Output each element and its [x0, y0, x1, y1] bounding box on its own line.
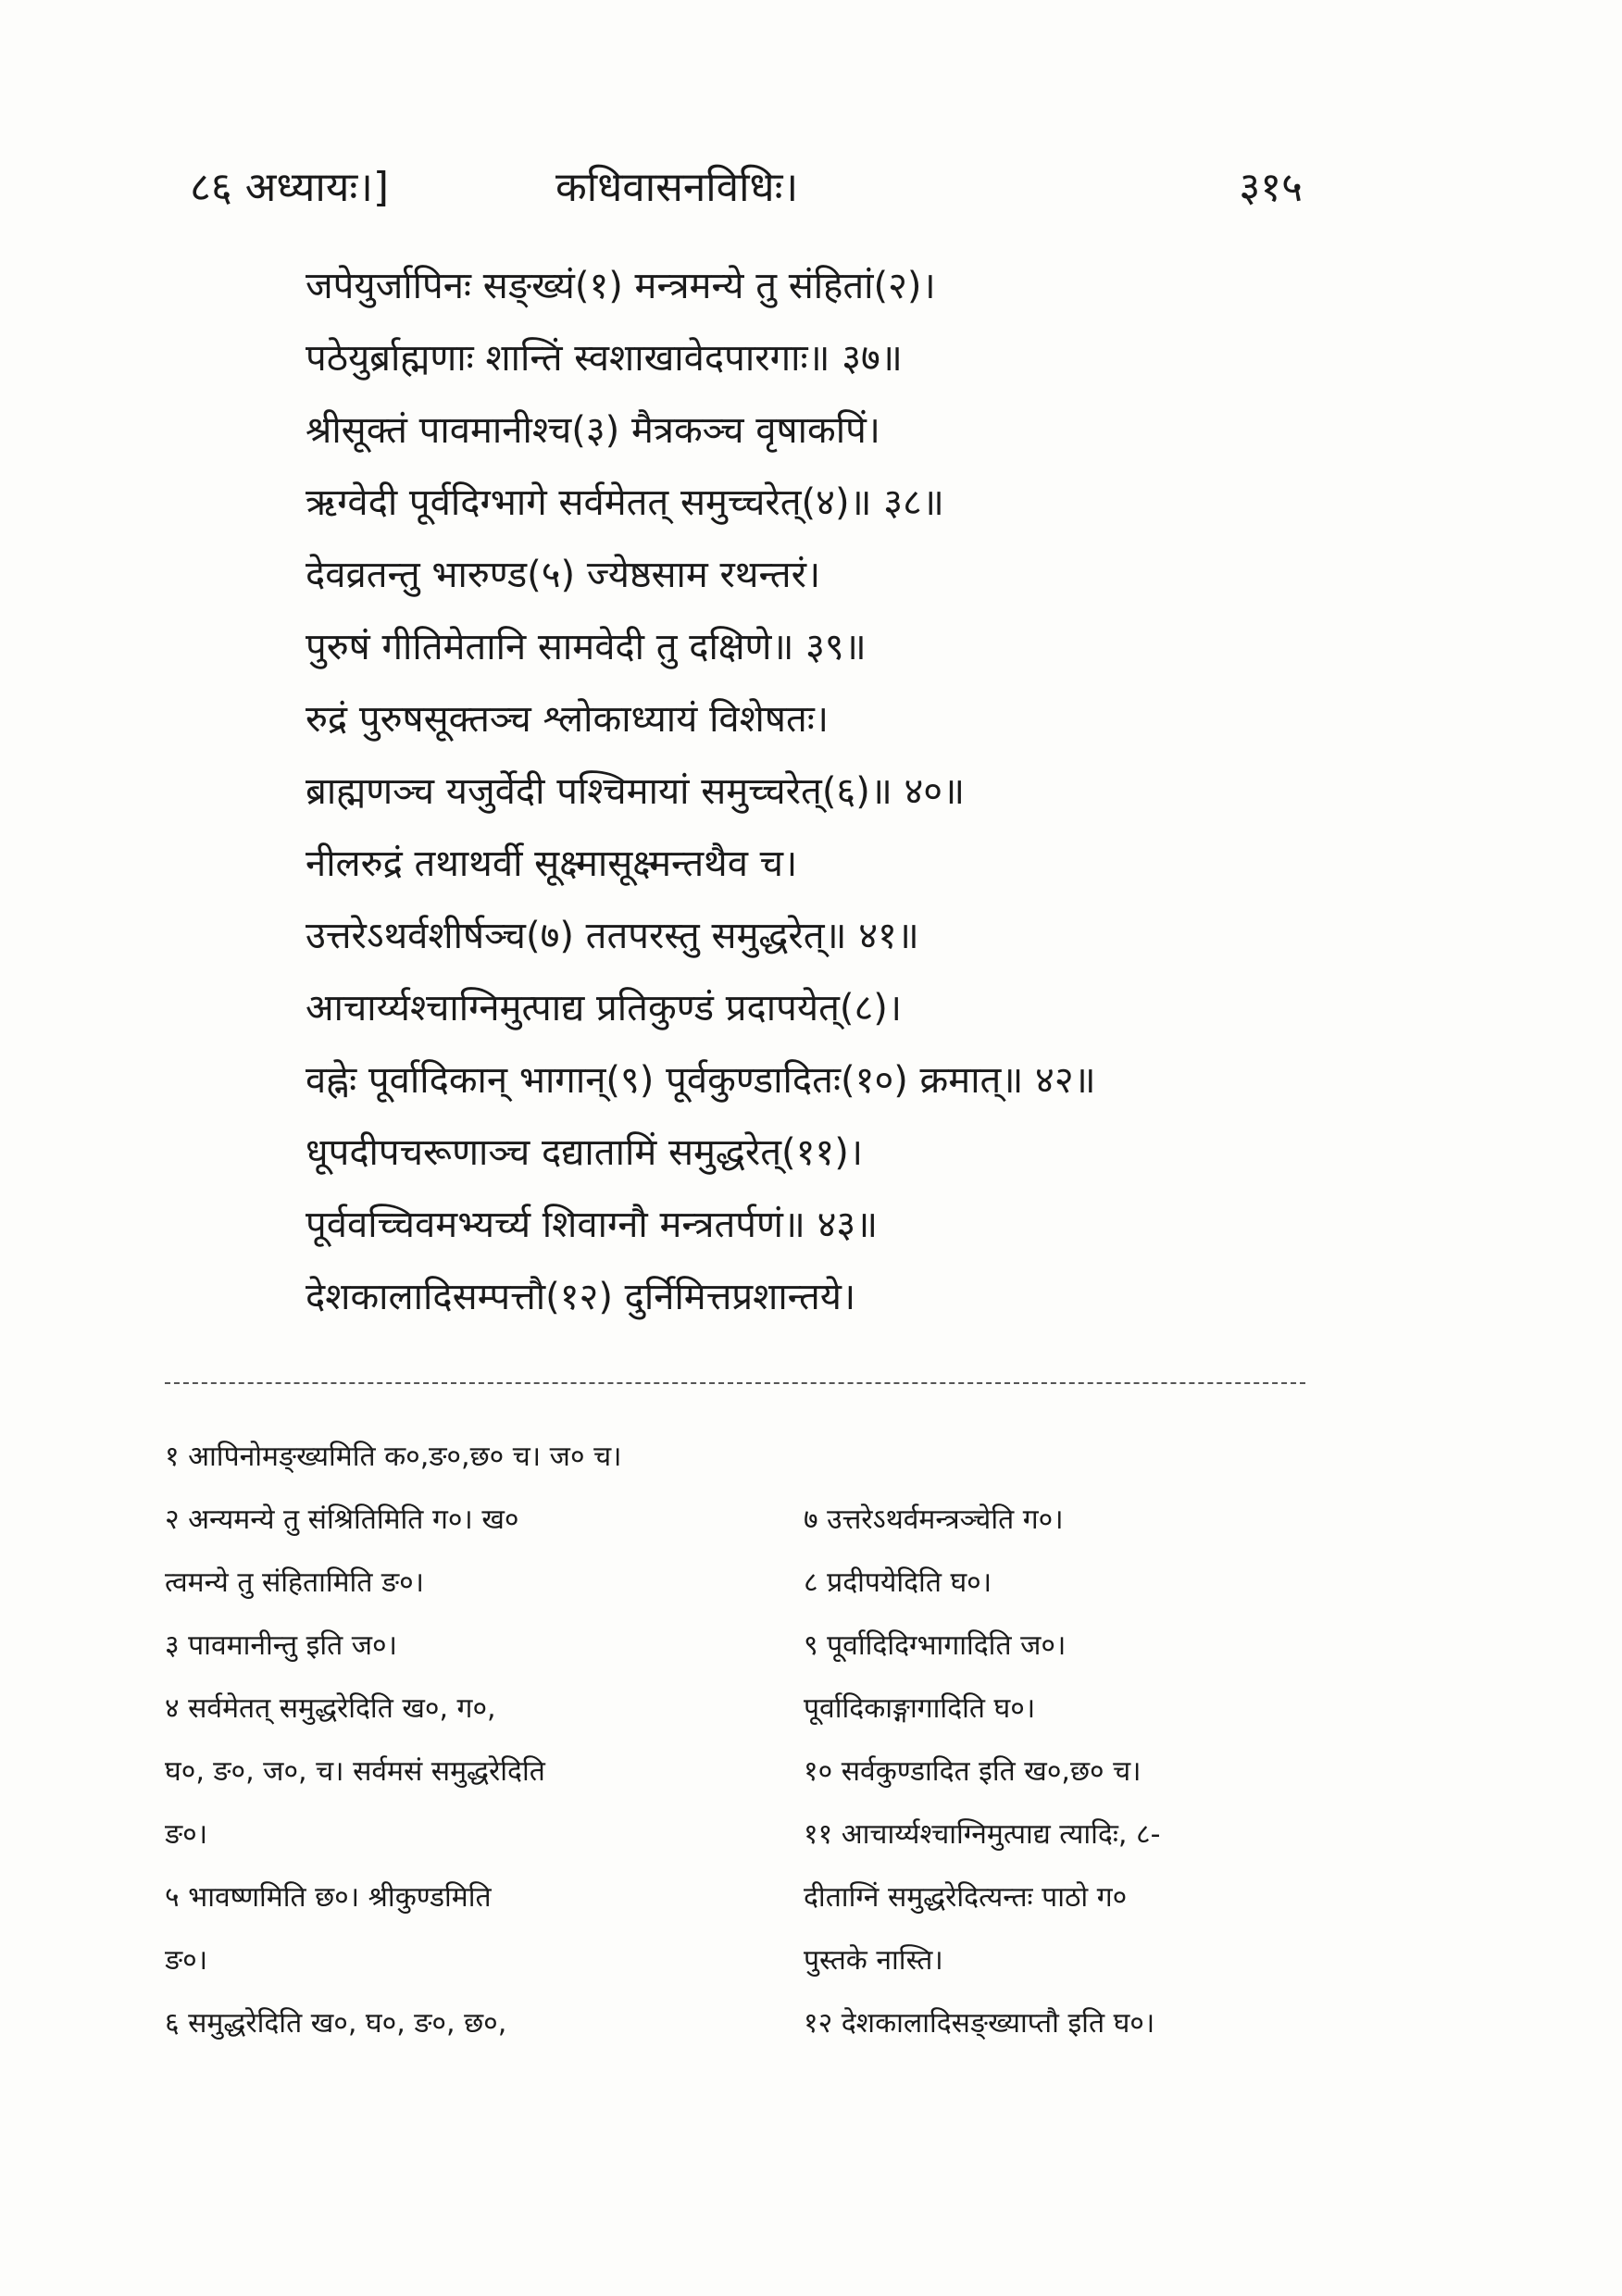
footnote-left: ङ०। — [165, 1818, 208, 1851]
footnote-left: घ०, ङ०, ज०, च। सर्वमसं समुद्धरेदिति — [165, 1755, 545, 1788]
footnote-left: ६ समुद्धरेदिति ख०, घ०, ङ०, छ०, — [165, 2007, 507, 2040]
verse-line: श्रीसूक्तं पावमानीश्च(३) मैत्रकञ्च वृषाकपिं। — [306, 409, 880, 452]
verse-line: पुरुषं गीतिमेतानि सामवेदी तु दक्षिणे॥ ३९॥ — [306, 626, 867, 668]
footnote-row — [165, 1552, 1313, 1615]
footnote-left: ङ०। — [165, 1944, 208, 1977]
footnote-row — [165, 1992, 1313, 2055]
chapter-header: ८६ अध्यायः।] — [190, 164, 390, 211]
footnote-row — [165, 1741, 1313, 1803]
verse-line: वह्नेः पूर्वादिकान् भागान्(९) पूर्वकुण्डादितः(१०) क्रमात्॥ ४२॥ — [306, 1059, 1096, 1102]
section-title: कधिवासनविधिः। — [555, 164, 799, 211]
verse-line: देवव्रतन्तु भारुण्ड(५) ज्येष्ठसाम रथन्तरं। — [306, 554, 821, 596]
verse-line: नीलरुद्रं तथाथर्वी सूक्ष्मासूक्ष्मन्तथैव च। — [306, 842, 798, 885]
footnote-left: ३ पावमानीन्तु इति ज०। — [165, 1629, 397, 1662]
footnote-right: पूर्वादिकाङ्गागादिति घ०। — [804, 1692, 1036, 1725]
footnote-row — [165, 1615, 1313, 1678]
verse-line: उत्तरेऽथर्वशीर्षञ्च(७) ततपरस्तु समुद्धरेत्॥ ४१॥ — [306, 915, 919, 957]
verse-line: आचार्य्यश्चाग्निमुत्पाद्य प्रतिकुण्डं प्रदापयेत्(८)। — [306, 987, 903, 1029]
footnote-right: १२ देशकालादिसङ्ख्याप्तौ इति घ०। — [804, 2007, 1155, 2040]
footnote-left: १ आपिनोमङ्ख्यमिति क०,ङ०,छ० च। ज० च। — [165, 1441, 622, 1473]
footnotes-block — [165, 1426, 1313, 2055]
footnote-right: ७ उत्तरेऽथर्वमन्त्रञ्चेति ग०। — [804, 1504, 1064, 1536]
page-number: ३१५ — [1239, 164, 1303, 211]
verse-line: पठेयुर्ब्राह्मणाः शान्तिं स्वशाखावेदपारगाः॥ ३७॥ — [306, 337, 903, 380]
footnote-row — [165, 1489, 1313, 1552]
verse-block — [306, 250, 1370, 1333]
footnote-right: पुस्तके नास्ति। — [804, 1944, 943, 1977]
verse-line: रुद्रं पुरुषसूक्तञ्च श्लोकाध्यायं विशेषतः। — [306, 698, 830, 741]
footnote-left: त्वमन्ये तु संहितामिति ङ०। — [165, 1566, 425, 1599]
verse-line: ऋग्वेदी पूर्वदिग्भागे सर्वमेतत् समुच्चरेत्(४)॥ ३८॥ — [306, 481, 944, 524]
footnote-right: ११ आचार्य्यश्चाग्निमुत्पाद्य त्यादिः, ८- — [804, 1818, 1161, 1851]
verse-line: धूपदीपचरूणाञ्च दद्यातामिं समुद्धरेत्(११)। — [306, 1131, 864, 1174]
footnote-row — [165, 1929, 1313, 1992]
footnote-right: १० सर्वकुण्डादित इति ख०,छ० च। — [804, 1755, 1142, 1788]
footnote-right: ८ प्रदीपयेदिति घ०। — [804, 1566, 992, 1599]
footnote-right: ९ पूर्वादिदिग्भागादिति ज०। — [804, 1629, 1067, 1662]
footnote-left: २ अन्यमन्ये तु संश्रितिमिति ग०। ख० — [165, 1504, 519, 1536]
footnote-row — [165, 1426, 1313, 1489]
footnote-left: ४ सर्वमेतत् समुद्धरेदिति ख०, ग०, — [165, 1692, 496, 1725]
footnote-row — [165, 1678, 1313, 1741]
verse-line: देशकालादिसम्पत्तौ(१२) दुर्निमित्तप्रशान्तये। — [306, 1276, 856, 1318]
footnote-left: ५ भावष्णमिति छ०। श्रीकुण्डमिति — [165, 1881, 492, 1914]
verse-line: जपेयुर्जापिनः सङ्ख्यं(१) मन्त्रमन्ये तु संहितां(२)। — [306, 265, 936, 307]
footnote-row — [165, 1866, 1313, 1929]
footnote-divider — [165, 1382, 1305, 1384]
footnote-right: दीताग्निं समुद्धरेदित्यन्तः पाठो ग० — [804, 1881, 1128, 1914]
verse-line: ब्राह्मणञ्च यजुर्वेदी पश्चिमायां समुच्चरेत्(६)॥ ४०॥ — [306, 770, 966, 813]
footnote-row — [165, 1803, 1313, 1866]
verse-line: पूर्ववच्चिवमभ्यर्च्य शिवाग्नौ मन्त्रतर्पणं॥ ४३॥ — [306, 1204, 879, 1246]
